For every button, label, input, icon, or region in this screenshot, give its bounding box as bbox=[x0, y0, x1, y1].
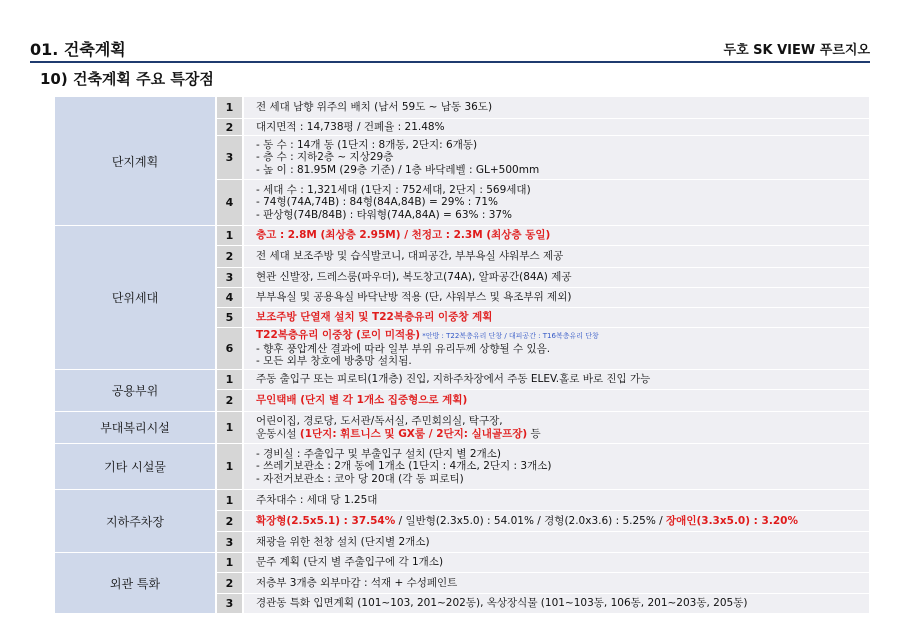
row-number: 1 bbox=[216, 553, 243, 573]
table-row bbox=[55, 97, 869, 119]
category-parking: 지하주차장 bbox=[55, 490, 216, 553]
plain-text: 등 bbox=[527, 427, 541, 440]
row-number: 1 bbox=[216, 490, 243, 511]
highlight-text: (1단지: 휘트니스 및 GX룸 / 2단지: 실내골프장) bbox=[299, 427, 528, 440]
row-number: 2 bbox=[216, 246, 243, 268]
text-line: - 판상형(74B/84B) : 타워형(74A,84A) = 63% : 37% bbox=[256, 208, 513, 221]
row-number: 3 bbox=[216, 268, 243, 288]
row-text: 저층부 3개층 외부마감 : 석재 + 수성페인트 bbox=[243, 573, 869, 594]
row-number: 1 bbox=[216, 370, 243, 390]
table-row bbox=[55, 444, 869, 490]
row-text bbox=[243, 412, 869, 444]
section-title: 01. 건축계획 bbox=[30, 40, 126, 59]
row-text bbox=[243, 136, 869, 180]
project-name: 두호 SK VIEW 푸르지오 bbox=[723, 43, 870, 58]
plain-text: 운동시설 bbox=[256, 427, 300, 440]
row-text: 주동 출입구 또는 피로티(1개층) 진입, 지하주차장에서 주동 ELEV.홀로 바로 진입 가능 bbox=[243, 370, 869, 390]
row-text bbox=[243, 511, 869, 532]
category-other-facilities: 기타 시설물 bbox=[55, 444, 216, 490]
row-number: 4 bbox=[216, 180, 243, 226]
row-text: 부부욕실 및 공용욕실 바닥난방 적용 (단, 샤워부스 및 욕조부위 제외) bbox=[243, 288, 869, 308]
row-text: 전 세대 보조주방 및 습식발코니, 대피공간, 부부욕실 샤워부스 제공 bbox=[243, 246, 869, 268]
table-row bbox=[55, 490, 869, 511]
text-line bbox=[256, 428, 869, 441]
row-number: 1 bbox=[216, 226, 243, 246]
row-number: 4 bbox=[216, 288, 243, 308]
row-number: 3 bbox=[216, 594, 243, 614]
text-line: - 층 수 : 지하2층 ~ 지상29층 bbox=[256, 151, 394, 164]
row-number: 2 bbox=[216, 511, 243, 532]
row-number: 3 bbox=[216, 136, 243, 180]
text-line bbox=[256, 329, 869, 343]
category-exterior: 외관 특화 bbox=[55, 553, 216, 614]
row-text: 대지면적 : 14,738평 / 건폐율 : 21.48% bbox=[243, 119, 869, 136]
text-line: 어린이집, 경로당, 도서관/독서실, 주민회의실, 탁구장, bbox=[256, 415, 503, 427]
row-text: 경관동 특화 입면계획 (101~103, 201~202동), 옥상장식물 (101~103동, 106동, 201~203동, 205동) bbox=[243, 594, 869, 614]
text-line: - 모든 외부 창호에 방충망 설치됨. bbox=[256, 355, 412, 368]
row-text: 층고 : 2.8M (최상층 2.95M) / 천정고 : 2.3M (최상층 동일) bbox=[243, 226, 869, 246]
row-text: 문주 계획 (단지 별 주출입구에 각 1개소) bbox=[243, 553, 869, 573]
row-number: 2 bbox=[216, 119, 243, 136]
row-text: 보조주방 단열재 설치 및 T22복층유리 이중창 계획 bbox=[243, 308, 869, 328]
row-text: 무인택배 (단지 별 각 1개소 집중형으로 계획) bbox=[243, 390, 869, 412]
highlight-text: 확장형(2.5x5.1) : 37.54% bbox=[256, 514, 396, 527]
category-amenities: 부대복리시설 bbox=[55, 412, 216, 444]
row-text bbox=[243, 180, 869, 226]
row-number: 6 bbox=[216, 328, 243, 370]
text-line: - 자전거보관소 : 코아 당 20대 (각 동 피로티) bbox=[256, 472, 464, 485]
row-text: 주차대수 : 세대 당 1.25대 bbox=[243, 490, 869, 511]
table-row bbox=[55, 226, 869, 246]
plain-text: / 일반형(2.3x5.0) : 54.01% / 경형(2.0x3.6) : 5.25% / bbox=[395, 514, 667, 527]
row-text bbox=[243, 328, 869, 370]
page-header bbox=[30, 35, 870, 61]
text-line: - 74형(74A,74B) : 84형(84A,84B) = 29% : 71% bbox=[256, 196, 498, 209]
row-number: 5 bbox=[216, 308, 243, 328]
note-text: *안방 : T22복층유리 단창 / 대피공간 : T16복층유리 단창 bbox=[420, 332, 599, 341]
category-common: 공용부위 bbox=[55, 370, 216, 412]
features-table bbox=[55, 96, 869, 614]
row-number: 2 bbox=[216, 573, 243, 594]
text-line: - 동 수 : 14개 동 (1단지 : 8개동, 2단지: 6개동) bbox=[256, 138, 478, 151]
row-number: 1 bbox=[216, 444, 243, 490]
highlight-text: T22복층유리 이중창 (로이 미적용) bbox=[256, 329, 421, 342]
row-text: 전 세대 남향 위주의 배치 (남서 59도 ~ 남동 36도) bbox=[243, 97, 869, 119]
table-row bbox=[55, 370, 869, 390]
header-divider bbox=[30, 61, 870, 63]
row-number: 2 bbox=[216, 390, 243, 412]
row-text: 현관 신발장, 드레스룸(파우더), 복도창고(74A), 알파공간(84A) 제공 bbox=[243, 268, 869, 288]
row-text bbox=[243, 444, 869, 490]
text-line: - 향후 풍압계산 결과에 따라 일부 부위 유리두께 상향될 수 있음. bbox=[256, 342, 551, 355]
text-line: - 경비실 : 주출입구 및 부출입구 설치 (단지 별 2개소) bbox=[256, 447, 501, 460]
category-unit: 단위세대 bbox=[55, 226, 216, 370]
text-line: - 쓰레기보관소 : 2개 동에 1개소 (1단지 : 4개소, 2단지 : 3개소) bbox=[256, 460, 552, 473]
category-site-plan: 단지계획 bbox=[55, 97, 216, 226]
row-number: 1 bbox=[216, 412, 243, 444]
text-line: - 세대 수 : 1,321세대 (1단지 : 752세대, 2단지 : 569세대) bbox=[256, 183, 531, 196]
page-subtitle: 10) 건축계획 주요 특장점 bbox=[40, 70, 214, 88]
table-row bbox=[55, 553, 869, 573]
row-number: 1 bbox=[216, 97, 243, 119]
row-text: 채광을 위한 천창 설치 (단지별 2개소) bbox=[243, 532, 869, 553]
row-number: 3 bbox=[216, 532, 243, 553]
table-row bbox=[55, 412, 869, 444]
text-line: - 높 이 : 81.95M (29층 기준) / 1층 바닥레벨 : GL+500mm bbox=[256, 163, 540, 176]
highlight-text: 장애인(3.3x5.0) : 3.20% bbox=[666, 514, 798, 527]
